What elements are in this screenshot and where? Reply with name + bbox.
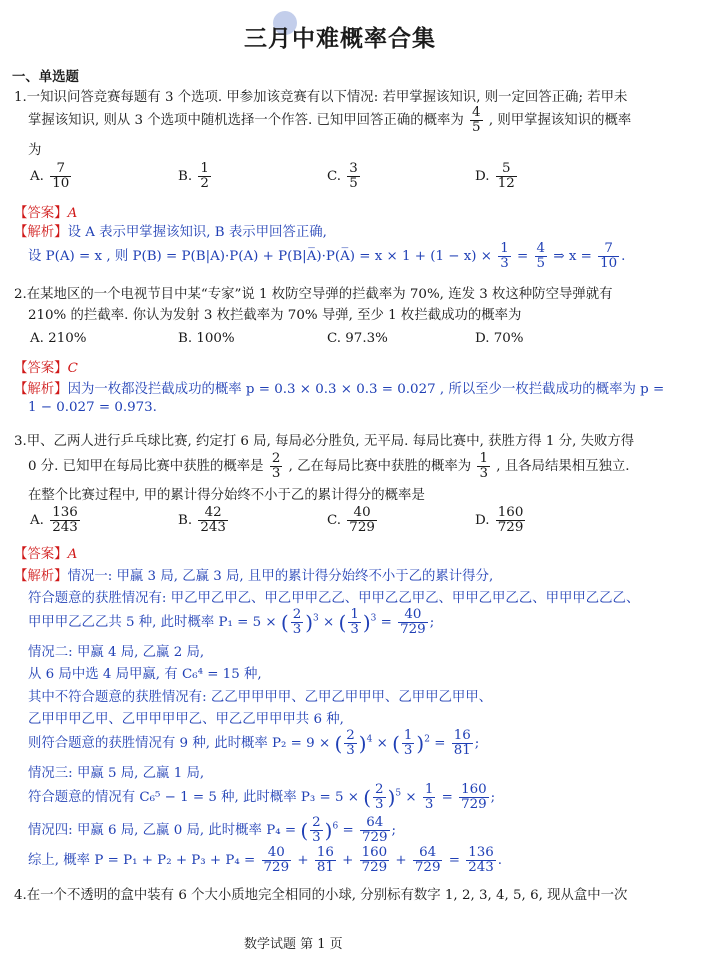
- q1-line1: 1.一知识问答竞赛每题有 3 个选项. 甲参加该竞赛有以下情况: 若甲掌握该知识, 则一定回答正确; 若甲未: [14, 90, 628, 105]
- q1-analysis-line2: 设 P(A) = x , 则 P(B) = P(B|A)·P(A) + P(B|A̅)·P(A̅) = x × 1 + (1 − x) × $\frac{1}{3}$ = $\frac{4}{5}$ ⇒ x = $\frac{7}{10}$ .: [28, 241, 626, 272]
- q3-analysis-s2: 符合题意的获胜情况有: 甲乙甲乙甲乙、甲乙甲甲乙乙、甲甲乙乙甲乙、甲甲乙甲乙乙、甲甲甲乙乙乙、: [28, 591, 640, 606]
- q3-option-d: D. $\frac{160}{729}$: [475, 505, 524, 536]
- q3-analysis-s5: 从 6 局中选 4 局甲赢, 有 C₆⁴ = 15 种,: [28, 667, 262, 682]
- q2-option-c: C. 97.3%: [327, 331, 388, 346]
- q1-line3: 为: [28, 143, 42, 158]
- page-footer: 数学试题 第 1 页: [244, 937, 343, 952]
- q3-line2: 0 分. 已知甲在每局比赛中获胜的概率是 $\frac{2}{3}$ , 乙在每局比赛中获胜的概率为 $\frac{1}{3}$ , 且各局结果相互独立.: [28, 451, 630, 482]
- q3-analysis-s6: 其中不符合题意的获胜情况有: 乙乙甲甲甲甲、乙甲乙甲甲甲、乙甲甲乙甲甲、: [28, 690, 493, 705]
- q2-option-a: A. 210%: [30, 331, 87, 346]
- q1-option-c: C. $\frac{3}{5}$: [327, 161, 358, 192]
- q1-line2: 掌握该知识, 则从 3 个选项中随机选择一个作答. 已知甲回答正确的概率为 $\frac{4}{5}$ , 则甲掌握该知识的概率: [28, 105, 632, 136]
- q1-option-d: D. $\frac{5}{12}$: [475, 161, 515, 192]
- q2-answer: 【答案】C: [14, 361, 78, 376]
- q3-analysis-s10: 符合题意的情况有 C₆⁵ − 1 = 5 种, 此时概率 P₃ = 5 × ( $\frac{2}{3}$ )$^5$ × $\frac{1}{3}$ = $\frac{160}{729}$ ;: [28, 782, 496, 813]
- q2-line2: 210% 的拦截率. 你认为发射 3 枚拦截率为 70% 导弹, 至少 1 枚拦截成功的概率为: [28, 308, 522, 323]
- q2-analysis-line2: 1 − 0.027 = 0.973.: [28, 400, 157, 415]
- q3-analysis-s7: 乙甲甲甲乙甲、乙甲甲甲甲乙、甲乙乙甲甲甲共 6 种,: [28, 712, 344, 727]
- q3-option-c: C. $\frac{40}{729}$: [327, 505, 375, 536]
- q4-line1: 4.在一个不透明的盒中装有 6 个大小质地完全相同的小球, 分别标有数字 1, 2, 3, 4, 5, 6, 现从盒中一次: [14, 888, 628, 903]
- q3-line3: 在整个比赛过程中, 甲的累计得分始终不小于乙的累计得分的概率是: [28, 488, 425, 503]
- q2-option-b: B. 100%: [178, 331, 235, 346]
- q3-analysis-s11: 情况四: 甲赢 6 局, 乙赢 0 局, 此时概率 P₄ = ( $\frac{2}{3}$ )$^6$ = $\frac{64}{729}$ ;: [28, 815, 397, 846]
- page-title: 三月中难概率合集: [244, 26, 436, 52]
- q2-option-d: D. 70%: [475, 331, 524, 346]
- q2-line1: 2.在某地区的一个电视节目中某“专家”说 1 枚防空导弹的拦截率为 70%, 连发 3 枚这种防空导弹就有: [14, 287, 613, 302]
- q1-analysis-line1: 【解析】设 A 表示甲掌握该知识, B 表示甲回答正确,: [14, 225, 327, 240]
- q3-option-b: B. $\frac{42}{243}$: [178, 505, 226, 536]
- q3-line1: 3.甲、乙两人进行乒乓球比赛, 约定打 6 局, 每局必分胜负, 无平局. 每局比赛中, 获胜方得 1 分, 失败方得: [14, 434, 635, 449]
- q3-analysis-s1: 【解析】情况一: 甲赢 3 局, 乙赢 3 局, 且甲的累计得分始终不小于乙的累计得分,: [14, 569, 494, 584]
- q3-analysis-s9: 情况三: 甲赢 5 局, 乙赢 1 局,: [28, 766, 205, 781]
- q3-analysis-s4: 情况二: 甲赢 4 局, 乙赢 2 局,: [28, 645, 205, 660]
- q3-analysis-s3: 甲甲甲乙乙乙共 5 种, 此时概率 P₁ = 5 × ( $\frac{2}{3}$ )$^3$ × ( $\frac{1}{3}$ )$^3$ = $\frac{40}{729}$ ;: [28, 607, 435, 638]
- q3-analysis-s12: 综上, 概率 P = P₁ + P₂ + P₃ + P₄ = $\frac{40}{729}$ + $\frac{16}{81}$ + $\frac{160}{729}$ + $\frac{64}{729}$ = $\frac{136}{243}$ .: [28, 845, 503, 876]
- q1-option-b: B. $\frac{1}{2}$: [178, 161, 209, 192]
- q1-option-a: A. $\frac{7}{10}$: [30, 161, 70, 192]
- section-heading: 一、单选题: [12, 70, 79, 85]
- q3-option-a: A. $\frac{136}{243}$: [30, 505, 78, 536]
- q2-analysis-line1: 【解析】因为一枚都没拦截成功的概率 p = 0.3 × 0.3 × 0.3 = 0.027 , 所以至少一枚拦截成功的概率为 p =: [14, 382, 665, 397]
- q1-answer: 【答案】A: [14, 206, 78, 221]
- q3-analysis-s8: 则符合题意的获胜情况有 9 种, 此时概率 P₂ = 9 × ( $\frac{2}{3}$ )$^4$ × ( $\frac{1}{3}$ )$^2$ = $\frac{16}{81}$ ;: [28, 728, 480, 759]
- q3-answer: 【答案】A: [14, 547, 78, 562]
